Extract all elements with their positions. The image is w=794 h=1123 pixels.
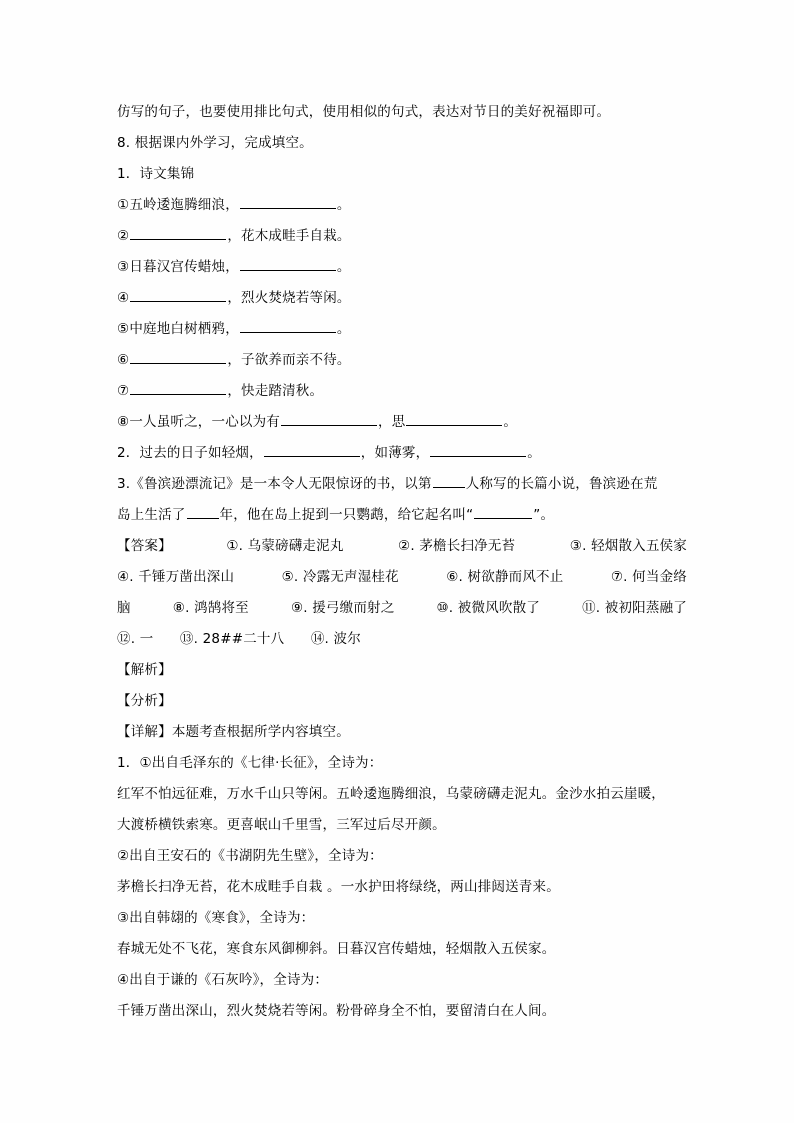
item-marker: ③ xyxy=(117,259,130,275)
analysis-label: 【解析】 xyxy=(117,662,172,678)
intro-line: 仿写的句子，也要使用排比句式，使用相似的句式，表达对节日的美好祝福即可。 xyxy=(117,104,611,120)
fill-blank xyxy=(187,504,219,519)
part3-text: 岛上生活了 xyxy=(117,507,186,523)
item-text: ，思 xyxy=(378,414,406,430)
fill-item-3 xyxy=(117,255,687,286)
answer-item-14: ⑭. 波尔 xyxy=(310,631,361,647)
item-marker: ④ xyxy=(117,290,130,306)
answer-row-2 xyxy=(117,565,687,596)
fill-blank xyxy=(130,380,226,395)
fill-item-1 xyxy=(117,193,687,224)
fill-item-2 xyxy=(117,224,687,255)
item-text: 一人虽听之，一心以为有 xyxy=(129,414,281,430)
fill-blank xyxy=(281,411,377,426)
explanation-3-source: ③出自韩翃的《寒食》，全诗为： xyxy=(117,910,315,926)
explanation-2-poem-line-1: 茅檐长扫净无苔，花木成畦手自栽 。一水护田将绿绕，两山排闼送青来。 xyxy=(117,879,560,895)
item-text: ，子欲养而亲不待。 xyxy=(227,352,351,368)
part3-text: 3.《鲁滨逊漂流记》是一本令人无限惊讶的书，以第 xyxy=(117,476,432,492)
fill-blank xyxy=(240,194,336,209)
answer-item-2: ②. 茅檐长扫净无苔 xyxy=(398,538,516,554)
answer-row-3 xyxy=(117,596,687,627)
part3-line-2 xyxy=(117,503,687,534)
question-number: 8. xyxy=(117,135,131,151)
explanation-1-poem-line-1: 红军不怕远征难，万水千山只等闲。五岭逶迤腾细浪，乌蒙磅礴走泥丸。金沙水拍云崖暖， xyxy=(117,786,665,802)
answer-item-1: ①. 乌蒙磅礴走泥丸 xyxy=(226,538,344,554)
part2-line xyxy=(117,441,687,472)
answer-label: 【答案】 xyxy=(117,538,172,554)
answer-item-4: ④. 千锤万凿出深山 xyxy=(117,569,235,585)
item-text: 。 xyxy=(503,414,518,430)
answer-item-12: ⑫. 一 xyxy=(117,631,154,647)
item-marker: ⑤ xyxy=(117,321,130,337)
item-text: 。 xyxy=(336,197,351,213)
answer-item-8: ⑧. 鸿鹄将至 xyxy=(172,600,249,616)
answer-item-7: ⑦. 何当金络 xyxy=(610,569,687,585)
explanation-2-source: ②出自王安石的《书湖阴先生壁》，全诗为： xyxy=(117,848,383,864)
fill-blank xyxy=(406,411,502,426)
answer-item-6: ⑥. 树欲静而风不止 xyxy=(446,569,564,585)
item-marker: ⑦ xyxy=(117,383,130,399)
explanation-1-poem-line-2: 大渡桥横铁索寒。更喜岷山千里雪，三军过后尽开颜。 xyxy=(117,817,446,833)
explanation-4-poem-line-1: 千锤万凿出深山，烈火焚烧若等闲。粉骨碎身全不怕，要留清白在人间。 xyxy=(117,1003,556,1019)
item-marker: ② xyxy=(117,228,130,244)
explanation-1-source: 1．①出自毛泽东的《七律·长征》，全诗为： xyxy=(117,755,383,771)
answer-row-1 xyxy=(117,534,687,565)
item-marker: ① xyxy=(117,197,130,213)
fenxi-label: 【分析】 xyxy=(117,693,172,709)
item-text: 五岭逶迤腾细浪， xyxy=(129,197,239,213)
explanation-3-poem-line-1: 春城无处不飞花，寒食东风御柳斜。日暮汉宫传蜡烛，轻烟散入五侯家。 xyxy=(117,941,556,957)
fill-item-5 xyxy=(117,317,687,348)
answer-item-10: ⑩. 被微风吹散了 xyxy=(436,600,540,616)
question-8-prompt xyxy=(117,131,687,162)
part1-title: 1．诗文集锦 xyxy=(117,166,195,182)
part2-text: ，如薄雾， xyxy=(360,445,430,461)
part3-text: 年，他在岛上捉到一只鹦鹉，给它起名叫“ xyxy=(219,507,474,523)
fill-blank xyxy=(240,318,336,333)
document-body xyxy=(117,100,687,1030)
fill-item-4 xyxy=(117,286,687,317)
fill-blank xyxy=(433,473,465,488)
detail-label: 【详解】 xyxy=(117,724,172,740)
answer-item-3: ③. 轻烟散入五侯家 xyxy=(569,538,687,554)
item-text: ，快走踏清秋。 xyxy=(227,383,324,399)
fill-blank xyxy=(130,349,226,364)
item-text: ，烈火焚烧若等闲。 xyxy=(227,290,351,306)
detail-line xyxy=(117,720,687,751)
fill-blank xyxy=(130,225,226,240)
item-text: ，花木成畦手自栽。 xyxy=(227,228,351,244)
fill-blank xyxy=(264,442,360,457)
part3-line-1 xyxy=(117,472,687,503)
answer-item-5: ⑤. 冷露无声湿桂花 xyxy=(281,569,399,585)
answer-item-13: ⑬. 28##二十八 xyxy=(179,631,285,647)
explanation-4-source: ④出自于谦的《石灰吟》，全诗为： xyxy=(117,972,329,988)
detail-text: 本题考查根据所学内容填空。 xyxy=(171,724,350,740)
fill-item-7 xyxy=(117,379,687,410)
fill-blank xyxy=(130,287,226,302)
item-marker: ⑥ xyxy=(117,352,130,368)
part3-text: ”。 xyxy=(533,507,555,523)
answer-row-4 xyxy=(117,627,687,658)
fill-item-8 xyxy=(117,410,687,441)
item-text: 中庭地白树栖鸦， xyxy=(129,321,239,337)
part2-text: 2．过去的日子如轻烟， xyxy=(117,445,263,461)
answer-item-9: ⑨. 援弓缴而射之 xyxy=(290,600,395,616)
fill-blank xyxy=(240,256,336,271)
part2-text: 。 xyxy=(527,445,541,461)
answer-item-7-cont: 脑 xyxy=(117,600,131,616)
item-marker: ⑧ xyxy=(117,414,130,430)
part3-text: 人称写的长篇小说，鲁滨逊在荒 xyxy=(465,476,658,492)
fill-blank xyxy=(474,504,532,519)
item-text: 。 xyxy=(336,259,351,275)
answer-item-11: ⑪. 被初阳蒸融了 xyxy=(582,600,687,616)
item-text: 日暮汉宫传蜡烛， xyxy=(129,259,239,275)
fill-blank xyxy=(430,442,526,457)
fill-item-6 xyxy=(117,348,687,379)
question-prompt: 根据课内外学习，完成填空。 xyxy=(134,135,313,151)
item-text: 。 xyxy=(336,321,351,337)
